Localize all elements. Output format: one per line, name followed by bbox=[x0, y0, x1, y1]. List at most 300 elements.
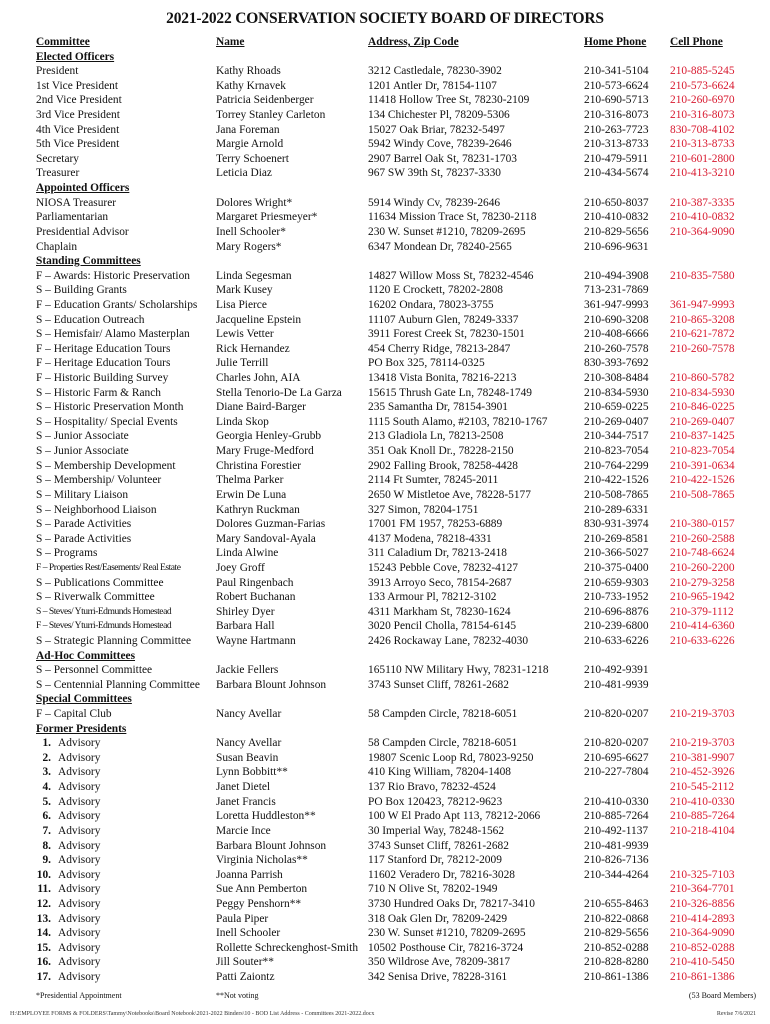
sections-container bbox=[36, 50, 756, 985]
cell-phone: 210-269-0407 bbox=[670, 415, 735, 428]
home-phone: 210-481-9939 bbox=[584, 839, 649, 852]
committee-cell bbox=[36, 678, 200, 693]
committee-cell bbox=[36, 64, 78, 79]
committee-label: Advisory bbox=[58, 927, 101, 940]
committee-label: 2nd Vice President bbox=[36, 94, 122, 107]
roster-row bbox=[36, 152, 756, 167]
committee-cell bbox=[36, 386, 161, 401]
committee-label: Advisory bbox=[58, 854, 101, 867]
roster-row bbox=[36, 634, 756, 649]
committee-cell bbox=[36, 765, 100, 780]
roster-row bbox=[36, 912, 756, 927]
column-home-phone: Home Phone bbox=[584, 36, 647, 48]
roster-row bbox=[36, 897, 756, 912]
member-address: 351 Oak Knoll Dr., 78228-2150 bbox=[368, 445, 514, 458]
committee-cell bbox=[36, 342, 170, 357]
roster-row bbox=[36, 225, 756, 240]
section-heading-label: Elected Officers bbox=[36, 50, 115, 63]
home-phone: 210-650-8037 bbox=[584, 196, 649, 209]
document-footer bbox=[10, 1011, 756, 1021]
member-address: 17001 FM 1957, 78253-6889 bbox=[368, 518, 503, 531]
note-board-count: (53 Board Members) bbox=[688, 991, 756, 1000]
cell-phone: 830-708-4102 bbox=[670, 123, 735, 136]
member-address: 3743 Sunset Cliff, 78261-2682 bbox=[368, 839, 509, 852]
committee-label: Advisory bbox=[58, 737, 101, 750]
list-number: 8. bbox=[42, 839, 51, 852]
roster-row bbox=[36, 736, 756, 751]
member-name: Janet Francis bbox=[216, 795, 276, 808]
roster-row bbox=[36, 955, 756, 970]
cell-phone: 210-410-5450 bbox=[670, 956, 735, 969]
committee-label: Advisory bbox=[58, 824, 101, 837]
list-number: 12. bbox=[36, 897, 51, 910]
committee-label: NIOSA Treasurer bbox=[36, 196, 117, 209]
home-phone: 210-820-0207 bbox=[584, 737, 649, 750]
member-name: Mark Kusey bbox=[216, 284, 273, 297]
committee-label: S – Junior Associate bbox=[36, 445, 129, 458]
committee-cell bbox=[36, 356, 170, 371]
committee-label: S – Centennial Planning Committee bbox=[36, 678, 200, 691]
committee-label: S – Parade Activities bbox=[36, 518, 132, 531]
committee-cell bbox=[36, 429, 129, 444]
committee-label: F – Capital Club bbox=[36, 708, 112, 721]
member-name: Joanna Parrish bbox=[216, 868, 283, 881]
committee-cell bbox=[36, 123, 119, 138]
member-name: Paul Ringenbach bbox=[216, 576, 294, 589]
member-name: Shirley Dyer bbox=[216, 605, 275, 618]
member-name: Torrey Stanley Carleton bbox=[216, 109, 326, 122]
committee-cell bbox=[36, 327, 190, 342]
roster-row bbox=[36, 780, 756, 795]
cell-phone: 210-834-5930 bbox=[670, 386, 735, 399]
roster-row bbox=[36, 809, 756, 824]
committee-cell bbox=[36, 240, 77, 255]
member-address: 235 Samantha Dr, 78154-3901 bbox=[368, 401, 509, 414]
list-number: 7. bbox=[42, 824, 51, 837]
home-phone: 210-690-5713 bbox=[584, 94, 649, 107]
cell-phone: 210-413-3210 bbox=[670, 167, 735, 180]
committee-label: Advisory bbox=[58, 956, 101, 969]
home-phone: 210-269-0407 bbox=[584, 415, 649, 428]
member-name: Linda Segesman bbox=[216, 269, 292, 282]
list-number: 9. bbox=[42, 854, 51, 867]
member-address: 2902 Falling Brook, 78258-4428 bbox=[368, 459, 518, 472]
member-name: Marcie Ince bbox=[216, 824, 271, 837]
member-name: Erwin De Luna bbox=[216, 488, 287, 501]
committee-cell bbox=[36, 912, 100, 927]
roster-row bbox=[36, 386, 756, 401]
committee-cell bbox=[36, 79, 118, 94]
home-phone: 210-822-0868 bbox=[584, 912, 649, 925]
list-number: 14. bbox=[36, 927, 51, 940]
member-address: 134 Chichester Pl, 78209-5306 bbox=[368, 109, 510, 122]
roster-row bbox=[36, 707, 756, 722]
roster-row bbox=[36, 93, 756, 108]
board-roster bbox=[36, 35, 756, 985]
cell-phone: 210-218-4104 bbox=[670, 824, 735, 837]
member-name: Christina Forestier bbox=[216, 459, 302, 472]
cell-phone: 210-364-9090 bbox=[670, 927, 735, 940]
committee-cell bbox=[36, 152, 79, 167]
roster-row bbox=[36, 196, 756, 211]
member-address: 4311 Markham St, 78230-1624 bbox=[368, 605, 511, 618]
roster-row bbox=[36, 619, 756, 634]
member-address: 2426 Rockaway Lane, 78232-4030 bbox=[368, 634, 529, 647]
column-address: Address, Zip Code bbox=[368, 36, 459, 48]
cell-phone: 210-846-0225 bbox=[670, 401, 735, 414]
committee-cell bbox=[36, 839, 100, 854]
cell-phone: 210-633-6226 bbox=[670, 634, 735, 647]
committee-label: 5th Vice President bbox=[36, 138, 120, 151]
home-phone: 210-834-5930 bbox=[584, 386, 649, 399]
cell-phone: 210-885-7264 bbox=[670, 810, 735, 823]
committee-cell bbox=[36, 444, 129, 459]
member-address: 5942 Windy Cove, 78239-2646 bbox=[368, 138, 512, 151]
home-phone: 210-481-9939 bbox=[584, 678, 649, 691]
member-name: Peggy Penshorn** bbox=[216, 897, 302, 910]
home-phone: 210-659-0225 bbox=[584, 401, 649, 414]
committee-label: 4th Vice President bbox=[36, 123, 120, 136]
member-address: 6347 Mondean Dr, 78240-2565 bbox=[368, 240, 512, 253]
committee-label: F – Heritage Education Tours bbox=[36, 342, 171, 355]
cell-phone: 210-414-6360 bbox=[670, 620, 735, 633]
committee-label: F – Steves/ Yturri-Edmunds Homestead bbox=[36, 620, 172, 632]
roster-row bbox=[36, 751, 756, 766]
member-address: 311 Caladium Dr, 78213-2418 bbox=[368, 547, 507, 560]
roster-row bbox=[36, 517, 756, 532]
home-phone: 713-231-7869 bbox=[584, 284, 649, 297]
committee-cell bbox=[36, 736, 100, 751]
roster-row bbox=[36, 415, 756, 430]
committee-label: Treasurer bbox=[36, 167, 80, 180]
member-name: Virginia Nicholas** bbox=[216, 854, 308, 867]
cell-phone: 210-316-8073 bbox=[670, 109, 735, 122]
member-name: Mary Rogers* bbox=[216, 240, 282, 253]
roster-row bbox=[36, 765, 756, 780]
committee-label: S – Parade Activities bbox=[36, 532, 132, 545]
member-address: PO Box 325, 78114-0325 bbox=[368, 357, 485, 370]
roster-row bbox=[36, 503, 756, 518]
committee-cell bbox=[36, 853, 100, 868]
member-name: Linda Skop bbox=[216, 415, 269, 428]
cell-phone: 210-379-1112 bbox=[670, 605, 734, 618]
member-name: Barbara Hall bbox=[216, 620, 275, 633]
committee-cell bbox=[36, 576, 164, 591]
section-heading-adhoc bbox=[36, 649, 756, 664]
cell-phone: 210-545-2112 bbox=[670, 781, 735, 794]
list-number: 5. bbox=[42, 795, 51, 808]
committee-cell bbox=[36, 795, 100, 810]
member-address: 1201 Antler Dr, 78154-1107 bbox=[368, 79, 497, 92]
home-phone: 210-820-0207 bbox=[584, 708, 649, 721]
committee-label: F – Awards: Historic Preservation bbox=[36, 269, 190, 282]
committee-cell bbox=[36, 780, 100, 795]
committee-cell bbox=[36, 269, 190, 284]
committee-label: S – Historic Preservation Month bbox=[36, 401, 184, 414]
member-name: Loretta Huddleston** bbox=[216, 810, 316, 823]
home-phone: 210-263-7723 bbox=[584, 123, 649, 136]
member-address: 19807 Scenic Loop Rd, 78023-9250 bbox=[368, 751, 534, 764]
member-name: Susan Beavin bbox=[216, 751, 279, 764]
committee-label: S – Personnel Committee bbox=[36, 664, 153, 677]
member-name: Wayne Hartmann bbox=[216, 634, 296, 647]
note-not-voting: **Not voting bbox=[216, 991, 259, 1000]
section-heading-label: Standing Committees bbox=[36, 255, 141, 268]
roster-row bbox=[36, 882, 756, 897]
committee-label: S – Steves/ Yturri-Edmunds Homestead bbox=[36, 605, 172, 617]
committee-cell bbox=[36, 751, 100, 766]
committee-label: Advisory bbox=[58, 941, 101, 954]
roster-row bbox=[36, 240, 756, 255]
roster-row bbox=[36, 108, 756, 123]
member-address: 15615 Thrush Gate Ln, 78248-1749 bbox=[368, 386, 532, 399]
home-phone: 210-344-4264 bbox=[584, 868, 649, 881]
committee-label: F – Education Grants/ Scholarships bbox=[36, 298, 198, 311]
member-name: Jackie Fellers bbox=[216, 664, 279, 677]
list-number: 10. bbox=[36, 868, 51, 881]
member-name: Jill Souter** bbox=[216, 956, 274, 969]
cell-phone: 210-387-3335 bbox=[670, 196, 735, 209]
member-name: Lewis Vetter bbox=[216, 328, 274, 341]
cell-phone: 210-621-7872 bbox=[670, 328, 735, 341]
member-address: 11634 Mission Trace St, 78230-2118 bbox=[368, 211, 537, 224]
cell-phone: 210-219-3703 bbox=[670, 708, 735, 721]
roster-row bbox=[36, 64, 756, 79]
committee-label: Chaplain bbox=[36, 240, 78, 253]
column-cell-phone: Cell Phone bbox=[670, 36, 723, 48]
member-name: Paula Piper bbox=[216, 912, 269, 925]
home-phone: 210-861-1386 bbox=[584, 971, 649, 983]
cell-phone: 210-325-7103 bbox=[670, 868, 735, 881]
member-address: 342 Senisa Drive, 78228-3161 bbox=[368, 971, 508, 983]
member-name: Nancy Avellar bbox=[216, 737, 282, 750]
note-presidential-appointment: *Presidential Appointment bbox=[36, 991, 122, 1000]
member-address: 117 Stanford Dr, 78212-2009 bbox=[368, 854, 502, 867]
committee-cell bbox=[36, 970, 100, 985]
roster-row bbox=[36, 590, 756, 605]
cell-phone: 210-410-0832 bbox=[670, 211, 735, 224]
committee-label: S – Riverwalk Committee bbox=[36, 591, 155, 604]
cell-phone: 210-601-2800 bbox=[670, 152, 735, 165]
committee-cell bbox=[36, 371, 168, 386]
roster-row bbox=[36, 576, 756, 591]
committee-cell bbox=[36, 196, 116, 211]
committee-cell bbox=[36, 137, 119, 152]
roster-row bbox=[36, 356, 756, 371]
member-address: 454 Cherry Ridge, 78213-2847 bbox=[368, 342, 511, 355]
home-phone: 210-826-7136 bbox=[584, 854, 649, 867]
member-address: 2907 Barrel Oak St, 78231-1703 bbox=[368, 152, 518, 165]
member-name: Margaret Priesmeyer* bbox=[216, 211, 318, 224]
list-number: 4. bbox=[42, 781, 51, 794]
home-phone: 210-269-8581 bbox=[584, 532, 649, 545]
home-phone: 210-341-5104 bbox=[584, 65, 649, 78]
home-phone: 210-764-2299 bbox=[584, 459, 649, 472]
home-phone: 210-422-1526 bbox=[584, 474, 649, 487]
committee-cell bbox=[36, 225, 129, 240]
section-heading-label: Former Presidents bbox=[36, 722, 127, 735]
column-committee: Committee bbox=[36, 36, 90, 48]
committee-label: Presidential Advisor bbox=[36, 225, 129, 238]
roster-row bbox=[36, 327, 756, 342]
committee-label: Advisory bbox=[58, 766, 101, 779]
section-heading-special bbox=[36, 692, 756, 707]
home-phone: 210-410-0832 bbox=[584, 211, 649, 224]
member-address: 13418 Vista Bonita, 78216-2213 bbox=[368, 372, 517, 385]
home-phone: 210-260-7578 bbox=[584, 342, 649, 355]
committee-cell bbox=[36, 634, 191, 649]
roster-row bbox=[36, 429, 756, 444]
cell-phone: 210-364-7701 bbox=[670, 883, 735, 896]
home-phone: 210-308-8484 bbox=[584, 372, 649, 385]
member-address: 15243 Pebble Cove, 78232-4127 bbox=[368, 561, 518, 574]
committee-label: Advisory bbox=[58, 781, 101, 794]
member-name: Thelma Parker bbox=[216, 474, 284, 487]
committee-cell bbox=[36, 166, 79, 181]
member-address: 58 Campden Circle, 78218-6051 bbox=[368, 708, 518, 721]
roster-row bbox=[36, 166, 756, 181]
home-phone: 210-375-0400 bbox=[584, 561, 649, 574]
section-heading-appointed bbox=[36, 181, 756, 196]
member-address: 327 Simon, 78204-1751 bbox=[368, 503, 479, 516]
member-name: Linda Alwine bbox=[216, 547, 279, 560]
committee-cell bbox=[36, 108, 120, 123]
committee-label: S – Building Grants bbox=[36, 284, 127, 297]
roster-row bbox=[36, 532, 756, 547]
member-name: Rick Hernandez bbox=[216, 342, 290, 355]
committee-label: Advisory bbox=[58, 912, 101, 925]
member-address: 16202 Ondara, 78023-3755 bbox=[368, 298, 494, 311]
roster-row bbox=[36, 605, 756, 620]
home-phone: 210-828-8280 bbox=[584, 956, 649, 969]
member-name: Charles John, AIA bbox=[216, 372, 301, 385]
cell-phone: 210-823-7054 bbox=[670, 445, 735, 458]
member-name: Georgia Henley-Grubb bbox=[216, 430, 322, 443]
committee-cell bbox=[36, 707, 112, 722]
cell-phone: 210-326-8856 bbox=[670, 897, 735, 910]
member-name: Stella Tenorio-De La Garza bbox=[216, 386, 342, 399]
committee-label: S – Membership/ Volunteer bbox=[36, 474, 162, 487]
footnotes bbox=[36, 991, 756, 1003]
member-name: Lisa Pierce bbox=[216, 298, 267, 311]
committee-label: 3rd Vice President bbox=[36, 109, 120, 122]
member-address: 410 King William, 78204-1408 bbox=[368, 766, 511, 779]
member-address: 133 Armour Pl, 78212-3102 bbox=[368, 591, 497, 604]
member-address: 3212 Castledale, 78230-3902 bbox=[368, 65, 502, 78]
committee-label: S – Education Outreach bbox=[36, 313, 145, 326]
member-address: 30 Imperial Way, 78248-1562 bbox=[368, 824, 505, 837]
home-phone: 210-239-6800 bbox=[584, 620, 649, 633]
cell-phone: 210-260-6970 bbox=[670, 94, 735, 107]
member-address: 2650 W Mistletoe Ave, 78228-5177 bbox=[368, 488, 531, 501]
committee-label: Advisory bbox=[58, 839, 101, 852]
home-phone: 210-659-9303 bbox=[584, 576, 649, 589]
roster-row bbox=[36, 371, 756, 386]
home-phone: 210-696-8876 bbox=[584, 605, 649, 618]
member-name: Dolores Guzman-Farias bbox=[216, 518, 326, 531]
cell-phone: 210-452-3926 bbox=[670, 766, 735, 779]
committee-cell bbox=[36, 868, 100, 883]
cell-phone: 361-947-9993 bbox=[670, 298, 735, 311]
member-name: Barbara Blount Johnson bbox=[216, 678, 327, 691]
committee-label: Advisory bbox=[58, 883, 101, 896]
cell-phone: 210-381-9907 bbox=[670, 751, 735, 764]
committee-label: Advisory bbox=[58, 971, 101, 983]
cell-phone: 210-965-1942 bbox=[670, 591, 735, 604]
home-phone: 210-829-5656 bbox=[584, 225, 649, 238]
roster-row bbox=[36, 123, 756, 138]
cell-phone: 210-885-5245 bbox=[670, 65, 735, 78]
committee-label: S – Membership Development bbox=[36, 459, 176, 472]
cell-phone: 210-313-8733 bbox=[670, 138, 735, 151]
committee-label: S – Hemisfair/ Alamo Masterplan bbox=[36, 328, 190, 341]
cell-phone: 210-835-7580 bbox=[670, 269, 735, 282]
home-phone: 210-408-6666 bbox=[584, 328, 649, 341]
committee-cell bbox=[36, 546, 97, 561]
committee-cell bbox=[36, 897, 100, 912]
member-address: 100 W El Prado Apt 113, 78212-2066 bbox=[368, 810, 541, 823]
list-number: 1. bbox=[42, 737, 51, 750]
committee-cell bbox=[36, 663, 152, 678]
roster-row bbox=[36, 473, 756, 488]
committee-label: S – Strategic Planning Committee bbox=[36, 634, 192, 647]
roster-row bbox=[36, 839, 756, 854]
committee-label: Advisory bbox=[58, 868, 101, 881]
member-address: 3913 Arroyo Seco, 78154-2687 bbox=[368, 576, 512, 589]
home-phone: 210-690-3208 bbox=[584, 313, 649, 326]
member-address: 967 SW 39th St, 78237-3330 bbox=[368, 167, 502, 180]
member-address: 3020 Pencil Cholla, 78154-6145 bbox=[368, 620, 517, 633]
roster-row bbox=[36, 283, 756, 298]
member-name: Inell Schooler* bbox=[216, 225, 286, 238]
cell-phone: 210-410-0330 bbox=[670, 795, 735, 808]
member-address: 10502 Posthouse Cir, 78216-3724 bbox=[368, 941, 524, 954]
cell-phone: 210-748-6624 bbox=[670, 547, 735, 560]
list-number: 3. bbox=[42, 766, 51, 779]
home-phone: 210-479-5911 bbox=[584, 152, 649, 165]
committee-cell bbox=[36, 809, 100, 824]
roster-row bbox=[36, 970, 756, 985]
list-number: 13. bbox=[36, 912, 51, 925]
committee-cell bbox=[36, 283, 127, 298]
roster-row bbox=[36, 926, 756, 941]
committee-cell bbox=[36, 824, 100, 839]
committee-cell bbox=[36, 503, 157, 518]
committee-label: S – Neighborhood Liaison bbox=[36, 503, 157, 516]
member-address: 165110 NW Military Hwy, 78231-1218 bbox=[368, 664, 549, 677]
list-number: 6. bbox=[42, 810, 51, 823]
member-name: Dolores Wright* bbox=[216, 196, 293, 209]
cell-phone: 210-260-2588 bbox=[670, 532, 735, 545]
member-address: 318 Oak Glen Dr, 78209-2429 bbox=[368, 912, 508, 925]
roster-row bbox=[36, 853, 756, 868]
list-number: 2. bbox=[42, 751, 51, 764]
home-phone: 210-434-5674 bbox=[584, 167, 649, 180]
home-phone: 210-695-6627 bbox=[584, 751, 649, 764]
roster-row bbox=[36, 400, 756, 415]
member-name: Joey Groff bbox=[216, 561, 265, 574]
member-address: 3911 Forest Creek St, 78230-1501 bbox=[368, 328, 525, 341]
member-address: 11602 Veradero Dr, 78216-3028 bbox=[368, 868, 515, 881]
committee-label: S – Junior Associate bbox=[36, 430, 129, 443]
cell-phone: 210-573-6624 bbox=[670, 79, 735, 92]
member-address: PO Box 120423, 78212-9623 bbox=[368, 795, 503, 808]
member-name: Julie Terrill bbox=[216, 357, 269, 370]
member-address: 58 Campden Circle, 78218-6051 bbox=[368, 737, 518, 750]
home-phone: 210-289-6331 bbox=[584, 503, 649, 516]
cell-phone: 210-861-1386 bbox=[670, 971, 735, 983]
committee-cell bbox=[36, 459, 176, 474]
